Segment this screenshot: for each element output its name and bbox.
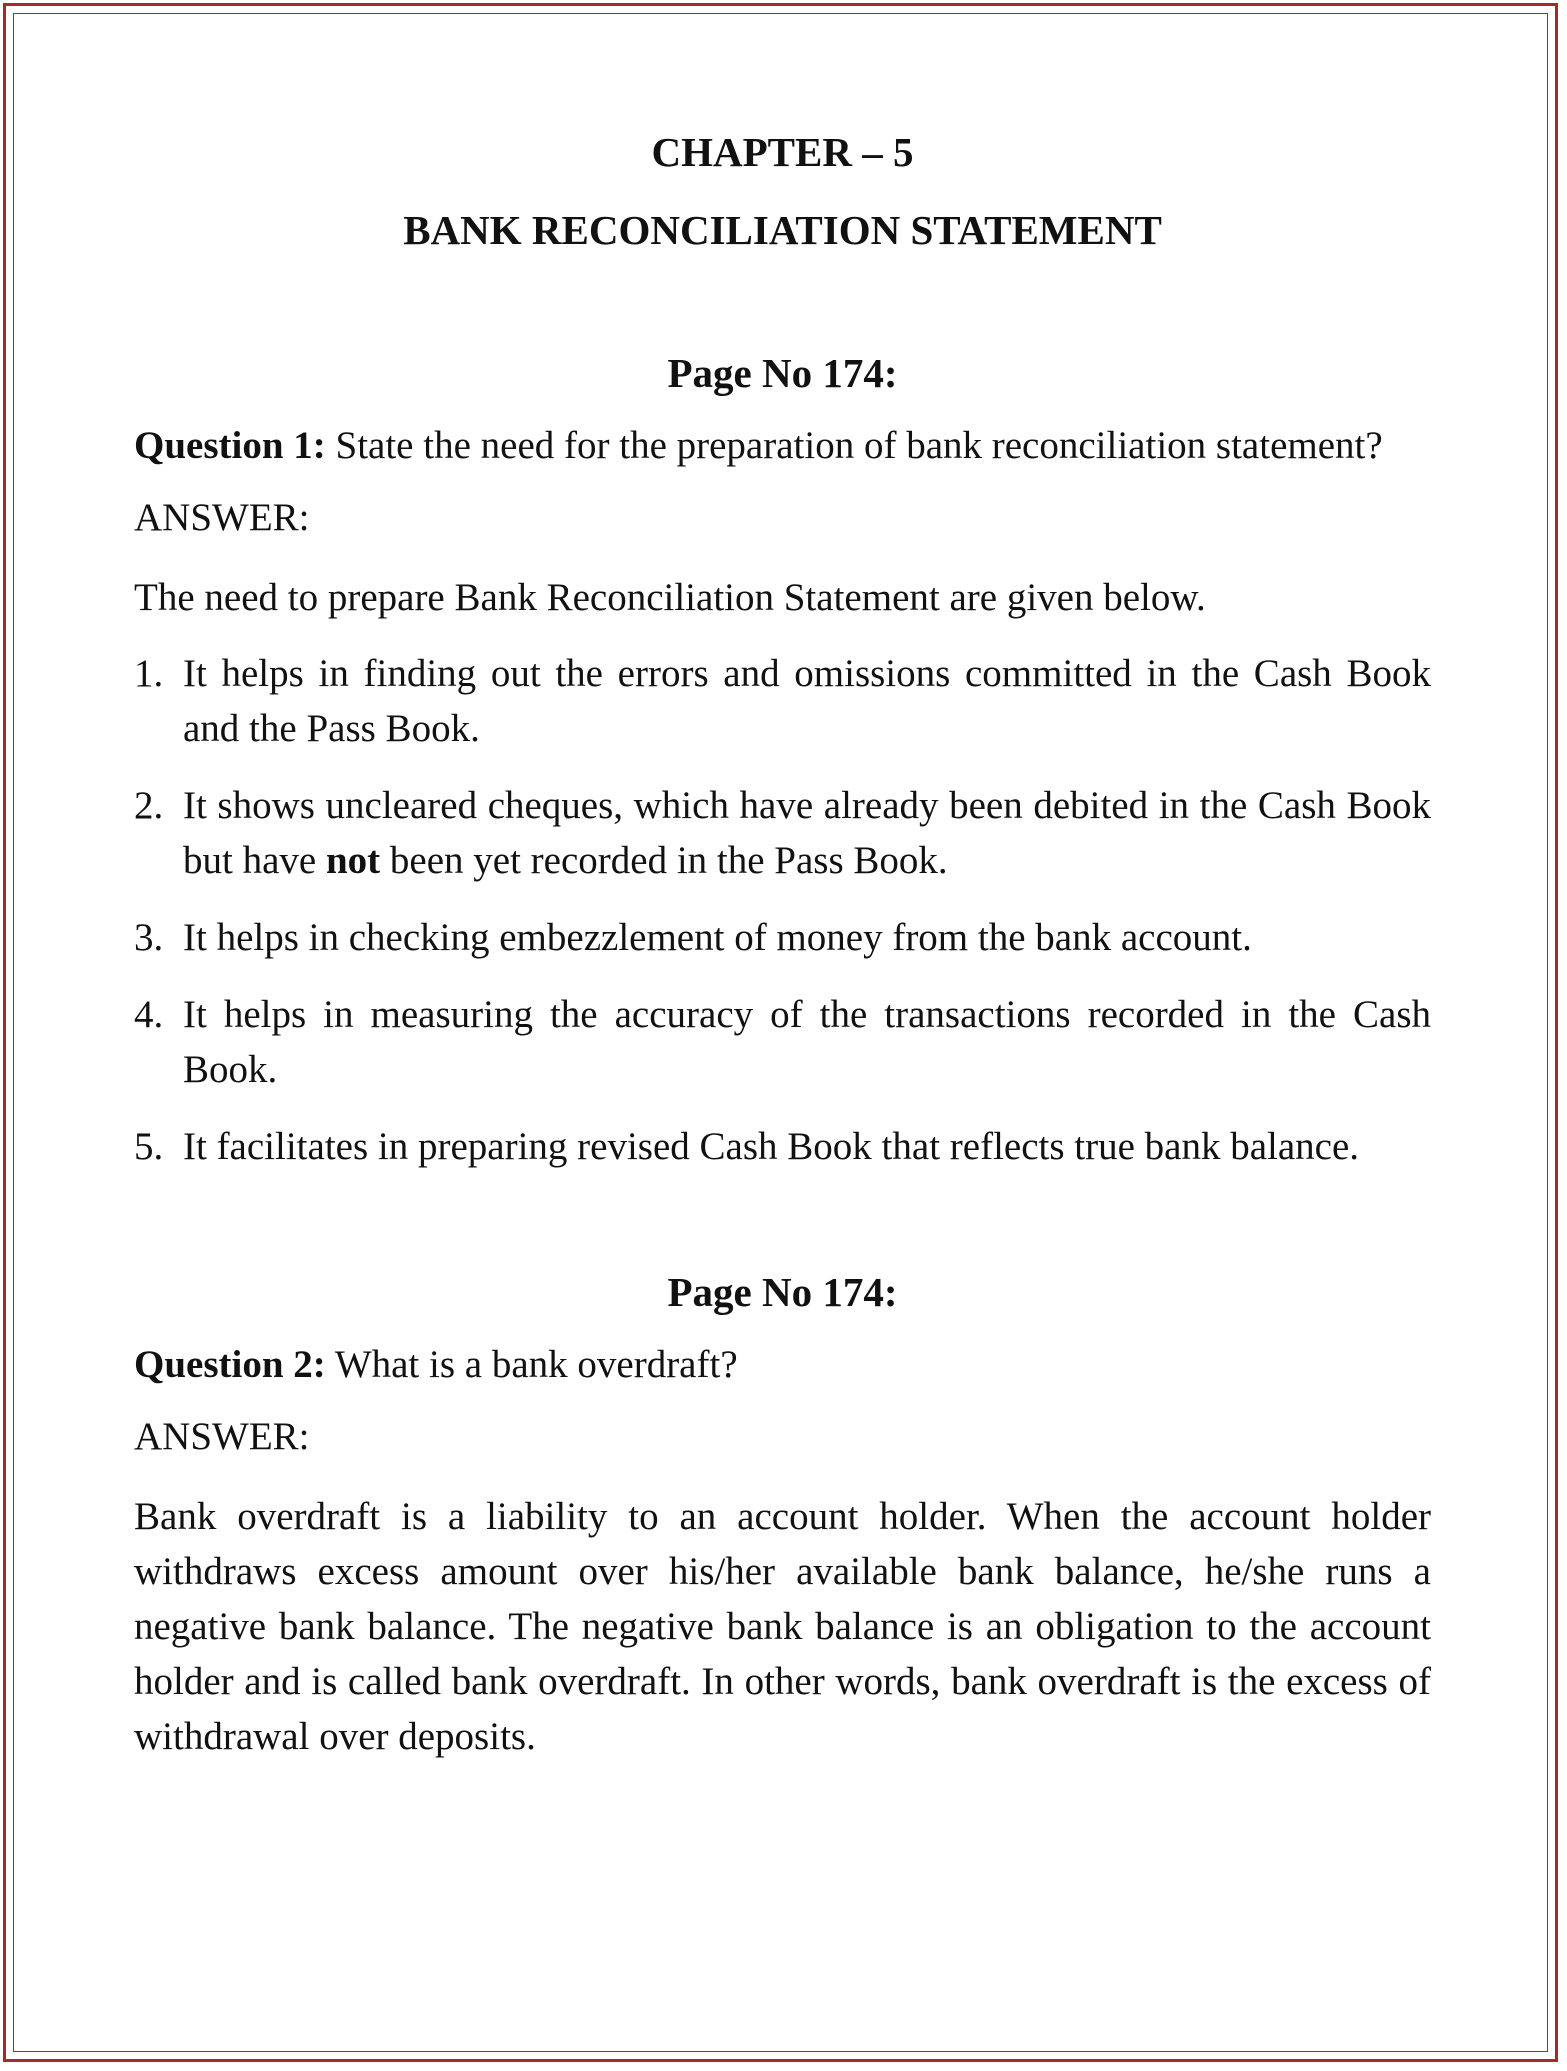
question-text: What is a bank overdraft?: [334, 1343, 738, 1386]
question-text: State the need for the preparation of bank reconciliation statement?: [335, 424, 1383, 467]
list-item-text-before: It shows uncleared cheques, which have already been debited in the Cash Book but have: [183, 784, 1431, 882]
list-item: [134, 1119, 1431, 1174]
list-item-text: It helps in finding out the errors and omissions committed in the Cash Book and the Pass Book.: [183, 652, 1431, 750]
answer-label: ANSWER:: [134, 496, 310, 539]
answer-intro: The need to prepare Bank Reconciliation Statement are given below.: [134, 576, 1206, 619]
list-item: [134, 910, 1431, 965]
list-item-text-after: been yet recorded in the Pass Book.: [380, 839, 948, 882]
chapter-heading: CHAPTER – 5: [651, 129, 914, 175]
question-label: Question 1:: [134, 424, 326, 467]
question-section-1: [134, 349, 1431, 1174]
list-number: 4.: [134, 993, 164, 1036]
list-item-text: It facilitates in preparing revised Cash Book that reflects true bank balance.: [183, 1125, 1360, 1168]
list-item-text: It helps in checking embezzlement of money from the bank account.: [183, 916, 1252, 959]
list-item: [134, 778, 1431, 888]
question-1: [134, 418, 1431, 473]
list-item-text-bold: not: [325, 839, 381, 882]
chapter-title: BANK RECONCILIATION STATEMENT: [403, 207, 1162, 253]
list-item: [134, 646, 1431, 756]
answer-label: ANSWER:: [134, 1415, 310, 1458]
list-number: 3.: [134, 916, 164, 959]
page-number-heading: Page No 174:: [667, 1269, 898, 1315]
answer-text: Bank overdraft is a liability to an account holder. When the account holder withdraws excess amount over his/her available bank balance, he/she runs a negative bank balance. The negative bank balance is an obligation to the account holder and is called bank overdraft. In other words, bank overdraft is the excess of withdrawal over deposits.: [134, 1495, 1431, 1758]
list-number: 2.: [134, 784, 164, 827]
question-label: Question 2:: [134, 1343, 326, 1386]
question-section-2: [134, 1268, 1431, 1764]
section-spacer: [134, 1196, 1431, 1268]
list-number: 5.: [134, 1125, 164, 1168]
list-item-text: It helps in measuring the accuracy of the transactions recorded in the Cash Book.: [183, 993, 1431, 1091]
list-number: 1.: [134, 652, 164, 695]
reasons-list: [134, 646, 1431, 1174]
document-content: [134, 128, 1431, 1764]
list-item: [134, 987, 1431, 1097]
question-2: [134, 1337, 1431, 1392]
page-number-heading: Page No 174:: [667, 350, 898, 396]
